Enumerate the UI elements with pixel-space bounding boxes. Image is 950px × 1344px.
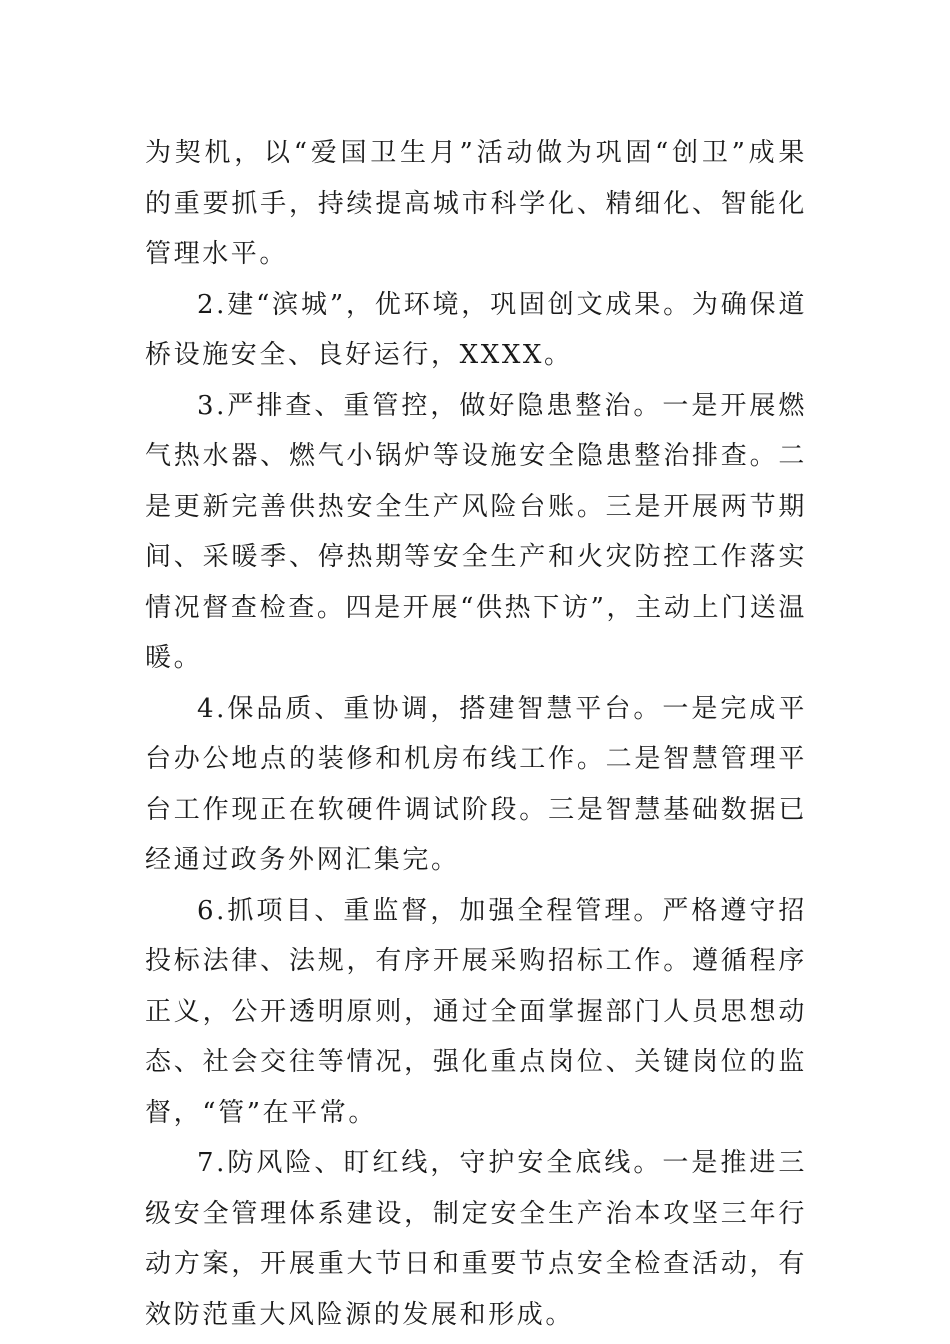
paragraph-item-3: 3.严排查、重管控，做好隐患整治。一是开展燃气热水器、燃气小锅炉等设施安全隐患整治排查。二是更新完善供热安全生产风险台账。三是开展两节期间、采暖季、停热期等安全生产和火灾防控工作落实情况督查检查。四是开展“供热下访”，主动上门送温暖。 [145,390,807,673]
paragraph-item-2: 2.建“滨城”，优环境，巩固创文成果。为确保道桥设施安全、良好运行，XXXX。 [145,289,807,370]
paragraph-continuation: 为契机，以“爱国卫生月”活动做为巩固“创卫”成果的重要抓手，持续提高城市科学化、精细化、智能化管理水平。 [145,138,807,269]
paragraph-item-4: 4.保品质、重协调，搭建智慧平台。一是完成平台办公地点的装修和机房布线工作。二是智慧管理平台工作现正在软硬件调试阶段。三是智慧基础数据已经通过政务外网汇集完。 [145,693,807,875]
paragraph-item-6: 6.抓项目、重监督，加强全程管理。严格遵守招投标法律、法规，有序开展采购招标工作。遵循程序正义，公开透明原则，通过全面掌握部门人员思想动态、社会交往等情况，强化重点岗位、关键岗位的监督，“管”在平常。 [145,895,807,1128]
paragraph-item-7: 7.防风险、盯红线，守护安全底线。一是推进三级安全管理体系建设，制定安全生产治本攻坚三年行动方案，开展重大节日和重要节点安全检查活动，有效防范重大风险源的发展和形成。 [145,1148,807,1330]
document-body [145,128,807,1340]
